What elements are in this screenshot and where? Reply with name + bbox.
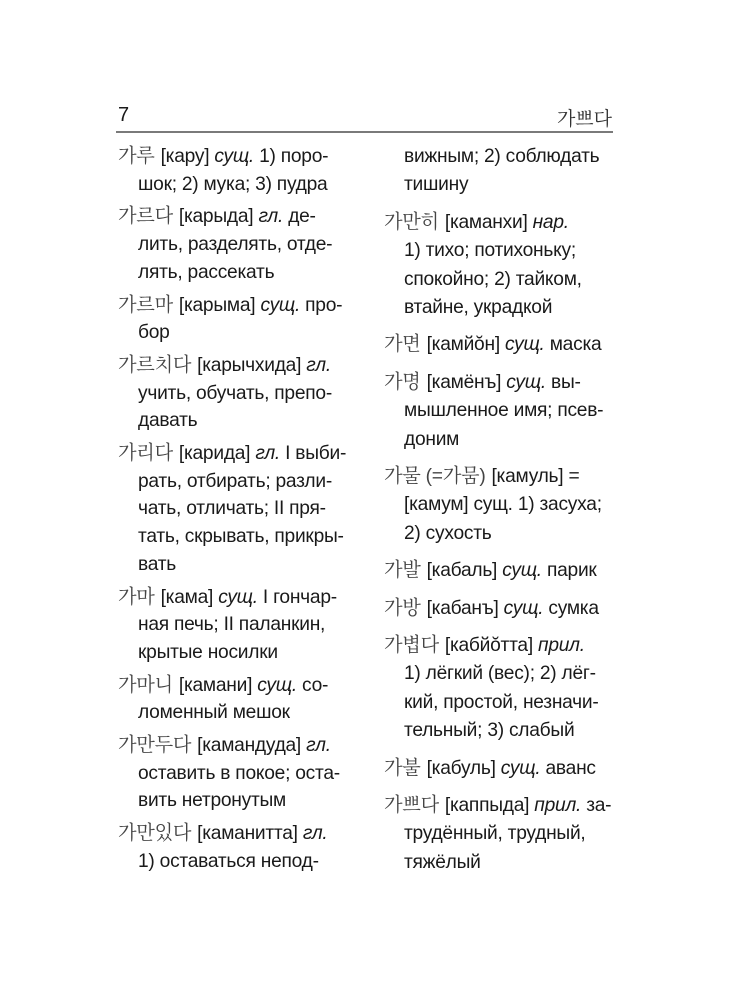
headword: 가마	[118, 586, 155, 608]
definition-text: чать, отличать; II пря-	[138, 498, 326, 520]
definition-text: учить, обучать, препо-	[138, 382, 332, 404]
headword: 가면	[384, 334, 421, 356]
definition-text: мышленное имя; псев-	[404, 400, 604, 422]
definition-text: спокойно; 2) тайком,	[404, 268, 582, 290]
dictionary-entry-line	[138, 261, 274, 285]
definition-text: парик	[546, 560, 597, 582]
dictionary-entry-line	[404, 268, 582, 292]
dictionary-entry-line	[138, 470, 332, 494]
transcription: [кабаль]	[426, 560, 498, 582]
dictionary-entry-line	[404, 173, 468, 197]
definition-text: ная печь; II паланкин,	[138, 614, 326, 636]
dictionary-entry-line	[138, 173, 327, 197]
dictionary-entry-headline	[384, 757, 596, 781]
headword: 가르치다	[118, 354, 192, 376]
headword: 가마니	[118, 674, 173, 696]
transcription: [кама]	[160, 586, 214, 608]
definition-text: шок; 2) мука; 3) пудра	[138, 173, 328, 195]
part-of-speech: прил.	[534, 795, 582, 816]
dictionary-entry-line	[138, 409, 197, 433]
transcription: [каманхи]	[444, 211, 528, 233]
dictionary-entry-line	[138, 613, 325, 637]
dictionary-entry-headline	[384, 794, 611, 818]
transcription: [камйŏн]	[426, 334, 500, 356]
transcription: [камани]	[178, 674, 253, 696]
dictionary-entry-line	[138, 789, 286, 813]
definition-text: [камум] сущ. 1) засуха;	[404, 494, 602, 516]
dictionary-entry-headline	[118, 205, 316, 229]
headword: 가볍다	[384, 635, 439, 656]
page-number: 7	[118, 104, 130, 126]
part-of-speech: сущ.	[257, 674, 297, 696]
part-of-speech: нар.	[532, 211, 569, 233]
dictionary-entry-headline	[118, 734, 331, 758]
definition-text: про-	[305, 294, 343, 316]
definition-text: давать	[138, 410, 198, 432]
dictionary-entry-headline	[384, 333, 601, 357]
transcription: [кабуль]	[426, 757, 496, 779]
definition-text: тельный; 3) слабый	[404, 720, 575, 742]
dictionary-entry-headline	[384, 465, 579, 489]
part-of-speech: сущ.	[506, 371, 546, 393]
part-of-speech: сущ.	[503, 597, 544, 619]
headword: 가만있다	[118, 823, 192, 845]
dictionary-entry-line	[404, 296, 552, 320]
definition-text: де-	[288, 206, 316, 228]
headword: 가불	[384, 757, 421, 779]
transcription: [кабйŏтта]	[444, 635, 533, 656]
dictionary-entry-line	[404, 399, 603, 423]
definition-text: оставить в покое; оста-	[138, 762, 340, 784]
dictionary-entry-line	[404, 493, 602, 517]
transcription: [карыма]	[178, 294, 256, 316]
definition-text: крытые носилки	[138, 641, 278, 663]
definition-text: доним	[404, 428, 460, 450]
part-of-speech: гл.	[258, 206, 284, 228]
definition-text: вижным; 2) соблюдать	[404, 146, 600, 167]
definition-text: вить нетронутым	[138, 790, 286, 812]
part-of-speech: сущ.	[260, 294, 301, 316]
dictionary-entry-line	[138, 850, 319, 874]
dictionary-entry-line	[404, 428, 459, 452]
part-of-speech: гл.	[255, 443, 281, 464]
headword: 가발	[384, 560, 421, 582]
transcription: [камуль] =	[491, 466, 580, 487]
part-of-speech: гл.	[306, 354, 331, 376]
transcription: [кабанъ]	[426, 597, 499, 619]
dictionary-entry-line	[138, 762, 340, 786]
definition-text: вы-	[551, 371, 581, 393]
dictionary-entry-line	[138, 382, 332, 406]
definition-text: кий, простой, незначи-	[404, 691, 599, 713]
headword: 가만두다	[118, 735, 192, 756]
transcription: [камёнъ]	[426, 371, 502, 393]
definition-text: 1) тихо; потихоньку;	[404, 240, 576, 262]
headword: 가방	[384, 597, 421, 619]
definition-text: I выби-	[285, 443, 347, 464]
part-of-speech: сущ.	[502, 560, 542, 582]
definition-text: рать, отбирать; разли-	[138, 470, 332, 492]
dictionary-entry-headline	[118, 822, 328, 846]
headword: 가루	[118, 146, 155, 167]
part-of-speech: гл.	[306, 735, 331, 756]
dictionary-entry-headline	[118, 145, 328, 169]
headword: 가만히	[384, 211, 439, 233]
definition-text: тяжёлый	[404, 851, 481, 873]
dictionary-entry-line	[138, 233, 332, 257]
dictionary-entry-line	[404, 691, 599, 715]
dictionary-entry-line	[138, 525, 344, 549]
running-head: 가쁘다	[556, 109, 612, 130]
headword: 가명	[384, 371, 421, 393]
definition-text: I гончар-	[262, 586, 337, 608]
definition-text: тать, скрывать, прикры-	[138, 526, 344, 548]
dictionary-entry-line	[138, 321, 170, 345]
part-of-speech: сущ.	[505, 334, 545, 356]
dictionary-entry-line	[404, 851, 481, 875]
dictionary-entry-line	[138, 497, 326, 521]
definition-text: за-	[586, 795, 612, 816]
transcription: [камандуда]	[197, 735, 302, 756]
headword: 가물 (=가뭄)	[384, 466, 486, 487]
header-rule	[116, 131, 613, 133]
definition-text: лять, рассекать	[138, 261, 275, 283]
definition-text: сумка	[548, 597, 599, 619]
dictionary-entry-headline	[384, 211, 569, 235]
transcription: [каппыда]	[444, 795, 530, 816]
definition-text: ломенный мешок	[138, 702, 290, 724]
dictionary-entry-headline	[118, 294, 342, 318]
definition-text: тишину	[404, 174, 469, 196]
dictionary-entry-line	[404, 239, 576, 263]
dictionary-entry-line	[404, 145, 599, 169]
dictionary-entry-line	[138, 701, 290, 725]
definition-text: 1) лёгкий (вес); 2) лёг-	[404, 663, 596, 685]
headword: 가리다	[118, 443, 173, 464]
definition-text: 2) сухость	[404, 522, 492, 544]
transcription: [карыда]	[178, 206, 254, 228]
dictionary-entry-headline	[384, 634, 585, 658]
headword: 가르마	[118, 294, 173, 316]
part-of-speech: гл.	[302, 823, 328, 845]
part-of-speech: сущ.	[218, 586, 258, 608]
transcription: [кару]	[160, 146, 210, 167]
dictionary-entry-headline	[118, 354, 331, 378]
dictionary-entry-headline	[118, 442, 346, 466]
dictionary-entry-line	[404, 719, 574, 743]
dictionary-entry-line	[138, 641, 278, 665]
definition-text: 1) поро-	[259, 146, 329, 167]
part-of-speech: прил.	[538, 635, 585, 656]
transcription: [карычхида]	[197, 354, 302, 376]
dictionary-entry-line	[138, 553, 176, 577]
dictionary-entry-headline	[118, 674, 328, 698]
part-of-speech: сущ.	[214, 146, 255, 167]
definition-text: бор	[138, 322, 170, 344]
transcription: [карида]	[178, 443, 251, 464]
part-of-speech: сущ.	[500, 757, 541, 779]
headword: 가쁘다	[384, 795, 439, 816]
dictionary-entry-line	[404, 522, 492, 546]
definition-text: вать	[138, 553, 177, 575]
dictionary-entry-headline	[384, 371, 581, 395]
definition-text: лить, разделять, отде-	[138, 234, 333, 256]
headword: 가르다	[118, 206, 173, 228]
definition-text: со-	[302, 674, 329, 696]
definition-text: трудённый, трудный,	[404, 823, 586, 845]
transcription: [каманитта]	[197, 823, 298, 845]
dictionary-entry-line	[404, 822, 586, 846]
definition-text: маска	[549, 334, 602, 356]
dictionary-entry-line	[404, 662, 596, 686]
definition-text: втайне, украдкой	[404, 297, 553, 318]
dictionary-entry-headline	[384, 597, 599, 621]
definition-text: 1) оставаться непод-	[138, 850, 319, 872]
dictionary-entry-headline	[384, 559, 597, 583]
definition-text: аванс	[545, 757, 596, 779]
dictionary-entry-headline	[118, 586, 337, 610]
